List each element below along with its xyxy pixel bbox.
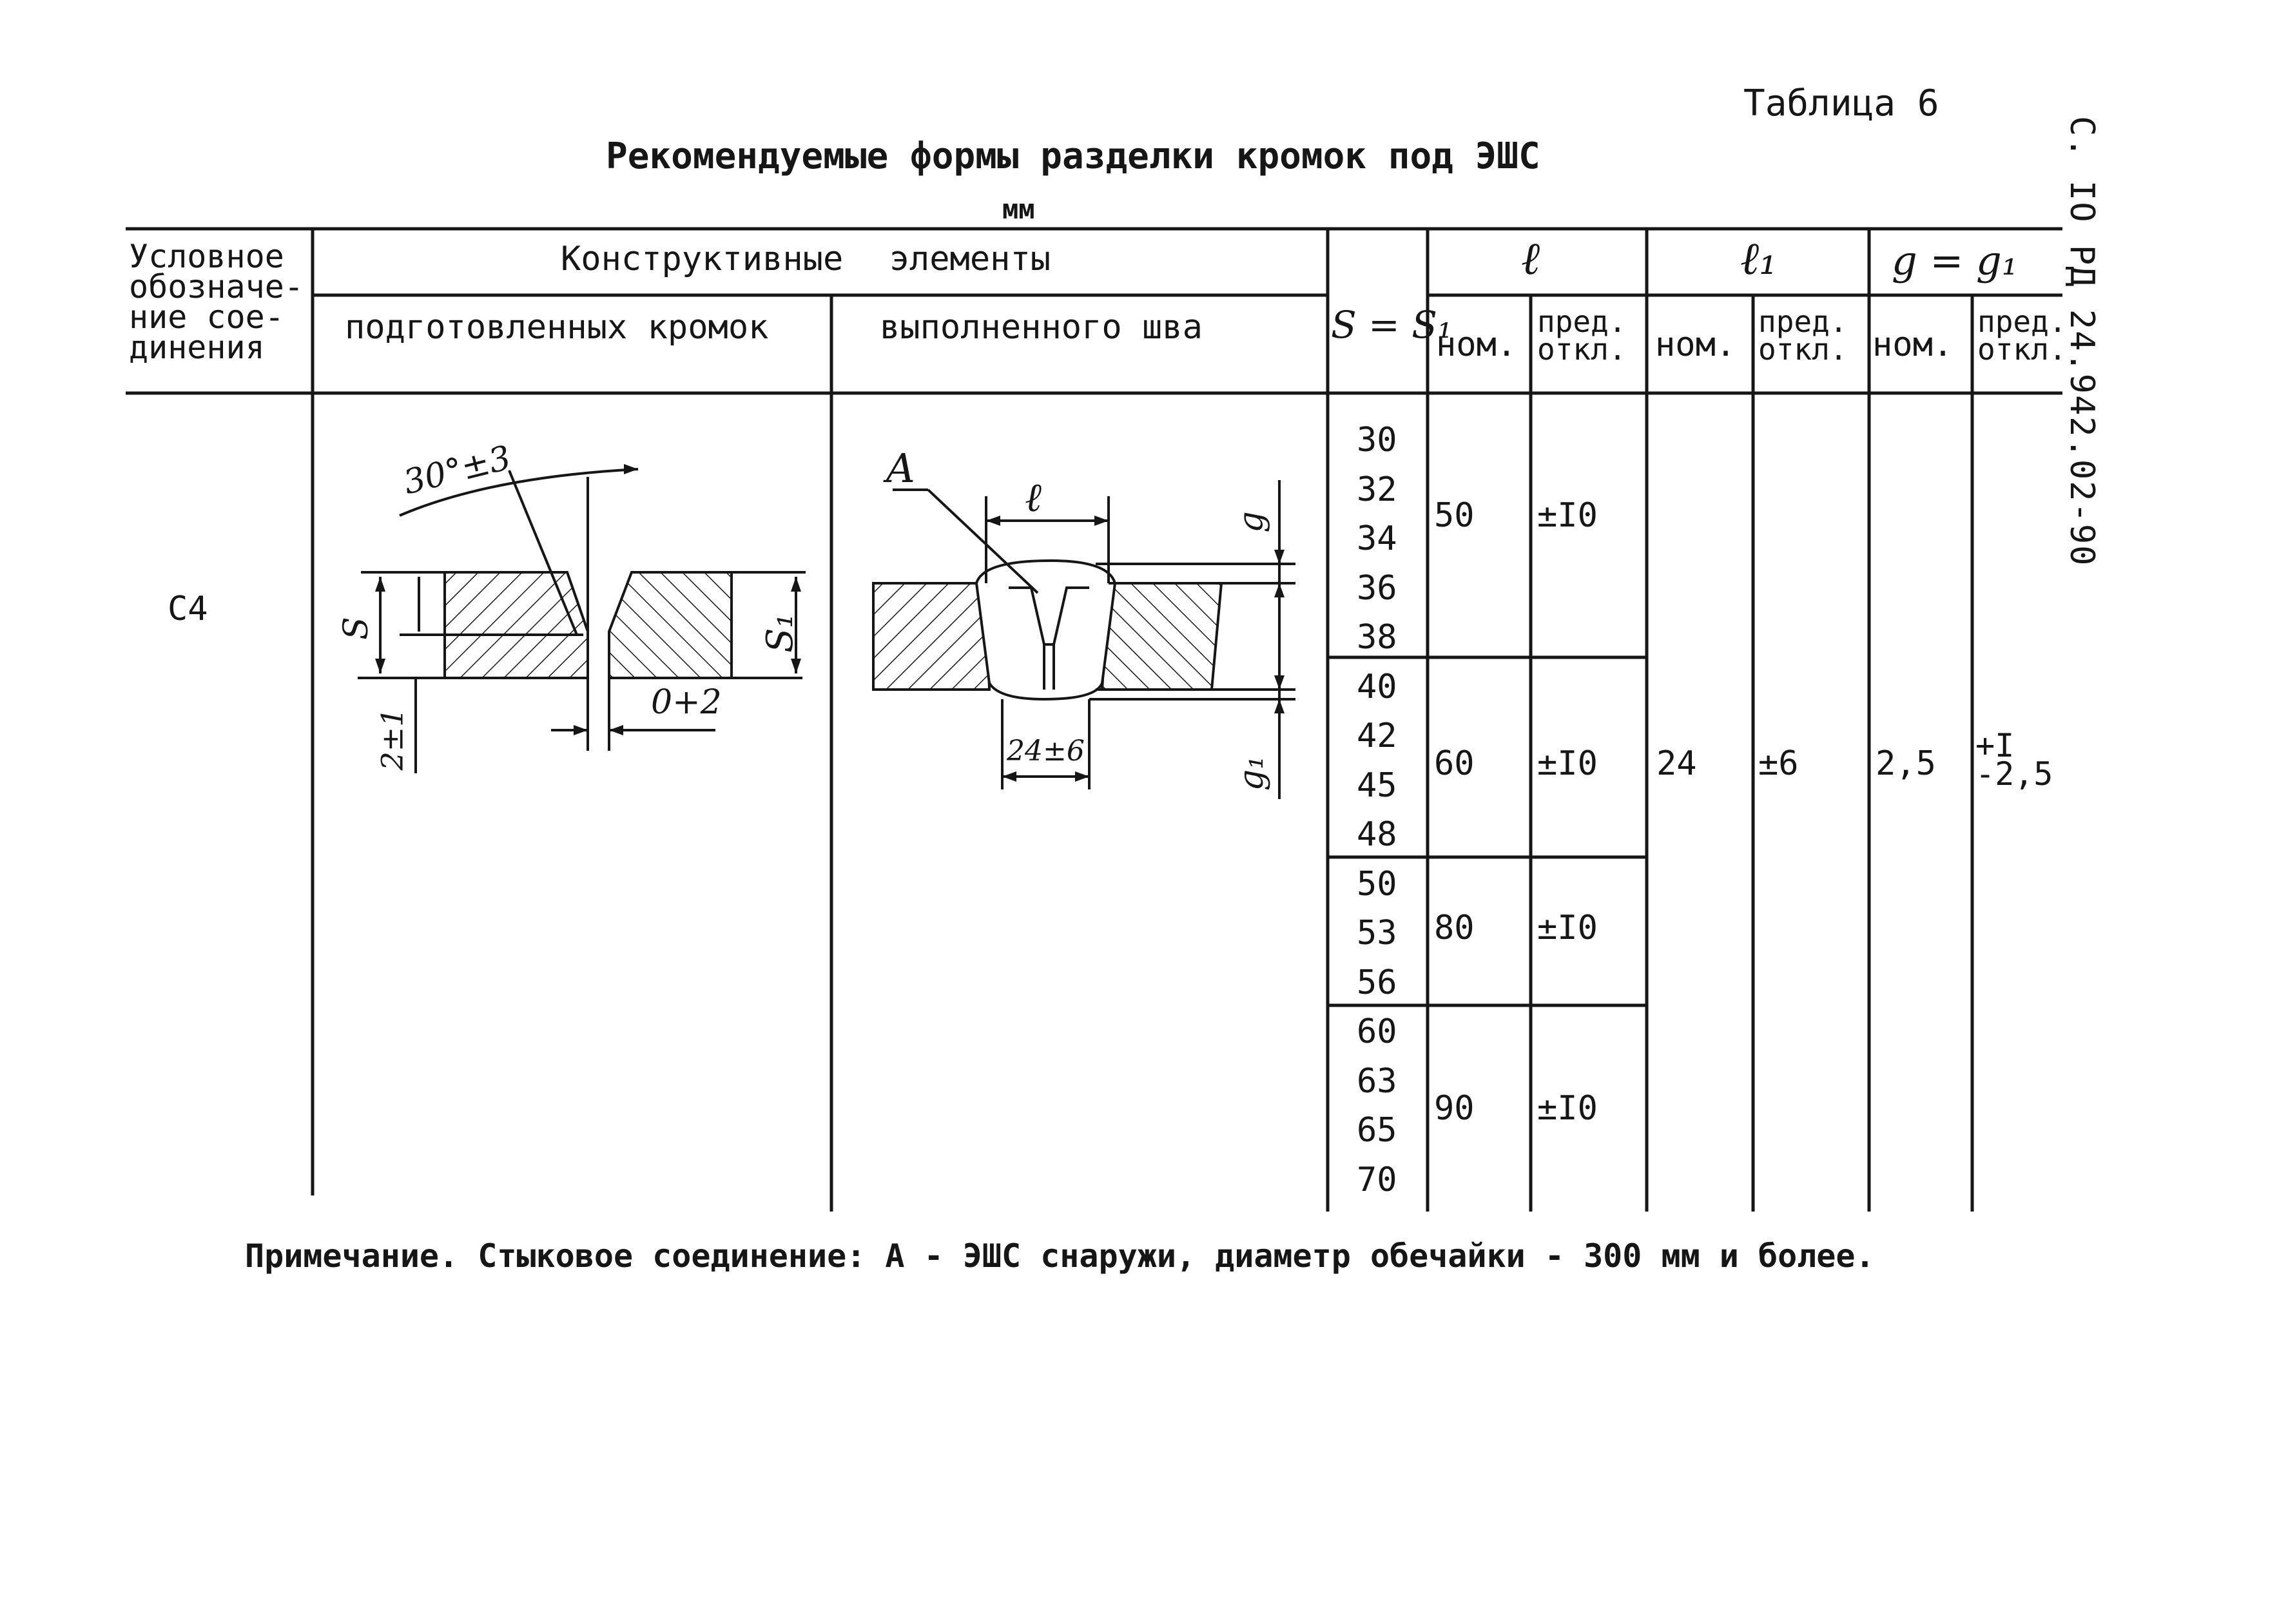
g-nom: 2,5	[1876, 744, 1936, 783]
s-value: 40	[1357, 667, 1397, 706]
header-g: g = g₁	[1892, 237, 2018, 284]
s-value: 36	[1357, 568, 1397, 608]
row-designation: С4	[168, 590, 208, 628]
weld-g-label: g	[1232, 511, 1271, 533]
header-l1-dev: пред. откл.	[1758, 304, 1848, 367]
s-value: 48	[1357, 815, 1397, 854]
weld-label-a: A	[886, 445, 915, 492]
l-dev-group-3: ±I0	[1537, 909, 1598, 947]
header-weld: выполненного шва	[880, 308, 1203, 347]
weld-width-label: 24±6	[1007, 735, 1085, 768]
s-value: 42	[1357, 717, 1397, 755]
l-dev-group-1: ±I0	[1537, 496, 1598, 535]
units-label: мм	[1002, 193, 1035, 225]
s-value: 65	[1357, 1111, 1397, 1150]
l-dev-group-2: ±I0	[1537, 744, 1598, 783]
s1-label: S₁	[759, 614, 801, 653]
l1-nom: 24	[1656, 744, 1697, 783]
header-l1: ℓ₁	[1740, 232, 1778, 285]
root-label: 2±1	[374, 708, 410, 771]
header-structural: Конструктивные элементы	[561, 240, 1051, 278]
l-nom-group-1: 50	[1434, 496, 1475, 535]
header-designation: Условное обозначе- ние сое- динения	[129, 238, 304, 366]
l1-dev: ±6	[1758, 744, 1799, 783]
side-page-number: С. IO РД 24.942.02-90	[2062, 116, 2101, 567]
footnote: Примечание. Стыковое соединение: А - ЭШС снаружи, диаметр обечайки - 300 мм и более.	[245, 1237, 1875, 1275]
page-title: Рекомендуемые формы разделки кромок под ЭШС	[606, 135, 1540, 177]
s-value: 50	[1357, 864, 1397, 904]
l-nom-group-4: 90	[1434, 1089, 1475, 1128]
s-value: 45	[1357, 766, 1397, 805]
l-dev-group-4: ±I0	[1537, 1089, 1598, 1128]
header-g-dev: пред. откл.	[1977, 304, 2067, 367]
header-prepared: подготовленных кромок	[345, 308, 769, 347]
s-value: 38	[1357, 618, 1397, 657]
s-value: 34	[1357, 519, 1397, 558]
table-label: Таблица 6	[1743, 82, 1939, 124]
l-nom-group-3: 80	[1434, 909, 1475, 947]
g-dev: +I -2,5	[1975, 727, 2053, 793]
s-value: 60	[1357, 1012, 1397, 1051]
s-value: 56	[1357, 963, 1397, 1002]
weld-g1-label: g₁	[1232, 755, 1272, 791]
gap-label: 0+2	[651, 683, 722, 722]
s-value: 53	[1357, 914, 1397, 952]
header-l-dev: пред. откл.	[1537, 304, 1627, 367]
weld-label-l: ℓ	[1025, 474, 1042, 521]
header-l: ℓ	[1521, 232, 1540, 285]
s-value: 70	[1357, 1160, 1397, 1199]
s-value: 63	[1357, 1061, 1397, 1101]
angle-label: 30°±3	[400, 438, 515, 503]
header-l1-nom: ном.	[1655, 325, 1736, 364]
header-l-nom: ном.	[1436, 325, 1517, 364]
l-nom-group-2: 60	[1434, 744, 1475, 783]
s-value: 30	[1357, 421, 1397, 459]
s-label: S	[336, 617, 376, 640]
s-value: 32	[1357, 470, 1397, 509]
header-s: S = S₁	[1331, 303, 1453, 347]
header-g-nom: ном.	[1872, 325, 1954, 364]
